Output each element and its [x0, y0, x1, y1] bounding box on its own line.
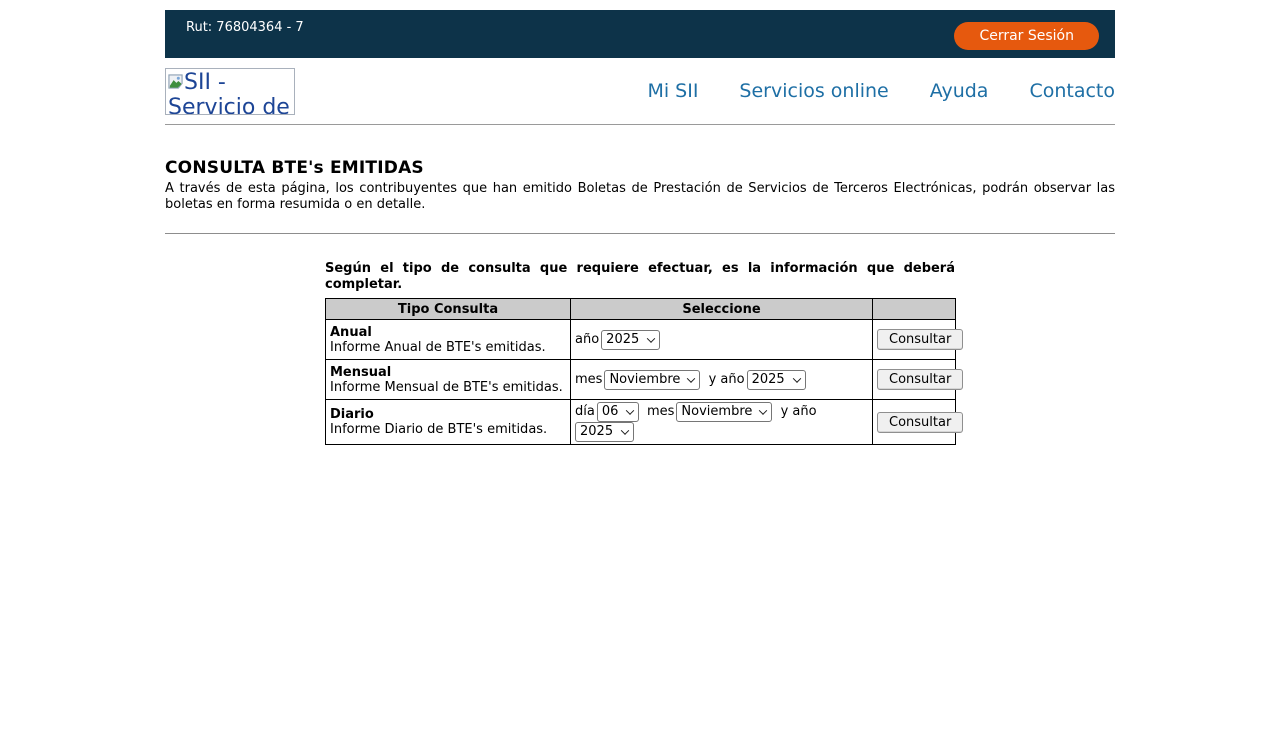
- consulta-section: [325, 261, 955, 445]
- diario-tipo-cell: [326, 400, 571, 445]
- table-row-anual: [326, 320, 956, 360]
- logo-alt-text: SII - Servicio de: [168, 69, 290, 115]
- anual-year-label: año: [575, 331, 600, 347]
- diario-month-select[interactable]: [676, 402, 772, 422]
- sii-logo-link[interactable]: [165, 68, 295, 115]
- anual-label: Anual: [330, 324, 372, 340]
- anual-consultar-button[interactable]: Consultar: [877, 329, 963, 350]
- page-container: [165, 10, 1115, 445]
- anual-description: Informe Anual de BTE's emitidas.: [330, 339, 546, 355]
- site-header: [165, 58, 1115, 125]
- table-row-diario: [326, 400, 956, 445]
- mensual-button-cell: [873, 360, 956, 400]
- anual-year-select[interactable]: [601, 330, 660, 350]
- header-seleccione: Seleccione: [571, 299, 873, 320]
- mensual-month-select[interactable]: [604, 370, 700, 390]
- section-divider: [165, 233, 1115, 234]
- mensual-year-select[interactable]: [747, 370, 806, 390]
- anual-tipo-cell: [326, 320, 571, 360]
- nav-item-mi-sii[interactable]: Mi SII: [647, 80, 699, 102]
- diario-button-cell: [873, 400, 956, 445]
- rut-text: Rut: 76804364 - 7: [186, 20, 304, 35]
- main-nav: [647, 80, 1115, 102]
- diario-description: Informe Diario de BTE's emitidas.: [330, 422, 548, 437]
- consulta-table: [325, 298, 956, 445]
- mensual-label: Mensual: [330, 364, 392, 380]
- mensual-year-label: y año: [708, 371, 745, 387]
- header-empty: [873, 299, 956, 320]
- diario-year-label: y año: [780, 404, 817, 419]
- page-title: CONSULTA BTE's EMITIDAS: [165, 158, 424, 178]
- diario-select-cell: [571, 400, 873, 445]
- logout-button[interactable]: Cerrar Sesión: [954, 22, 1099, 50]
- mensual-select-cell: [571, 360, 873, 400]
- table-header-row: [326, 299, 956, 320]
- nav-item-servicios-online[interactable]: Servicios online: [739, 80, 889, 102]
- mensual-consultar-button[interactable]: Consultar: [877, 369, 963, 390]
- header-tipo-consulta: Tipo Consulta: [326, 299, 571, 320]
- anual-select-cell: [571, 320, 873, 360]
- diario-label: Diario: [330, 407, 374, 422]
- session-topbar: [165, 10, 1115, 58]
- diario-month-label: mes: [646, 404, 675, 419]
- mensual-description: Informe Mensual de BTE's emitidas.: [330, 379, 563, 395]
- diario-consultar-button[interactable]: Consultar: [877, 412, 963, 433]
- nav-item-ayuda[interactable]: Ayuda: [929, 80, 989, 102]
- table-row-mensual: [326, 360, 956, 400]
- page-description: A través de esta página, los contribuyentes que han emitido Boletas de Prestación de Servicios de Terceros Electrónicas, podrán observar las boletas en forma resumida o en detalle.: [165, 181, 1115, 212]
- mensual-tipo-cell: [326, 360, 571, 400]
- anual-button-cell: [873, 320, 956, 360]
- nav-item-contacto[interactable]: Contacto: [1029, 80, 1115, 102]
- broken-image-icon: [168, 74, 183, 89]
- instruction-text: Según el tipo de consulta que requiere efectuar, es la información que deberá completar.: [325, 261, 955, 292]
- mensual-month-label: mes: [575, 371, 603, 387]
- diario-day-select[interactable]: [597, 402, 639, 422]
- diario-year-select[interactable]: [575, 422, 634, 442]
- diario-day-label: día: [575, 404, 595, 419]
